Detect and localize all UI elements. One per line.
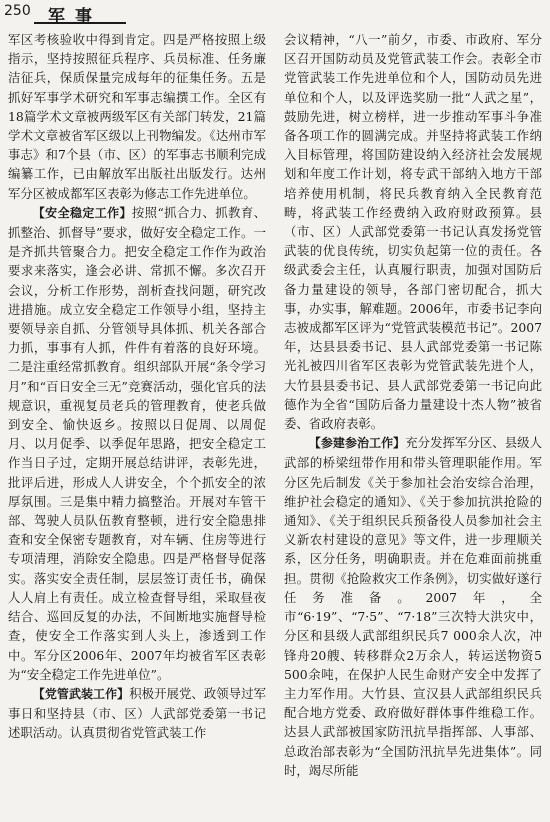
left-column: [8, 30, 266, 820]
paragraph: 会议精神，“八一”前夕，市委、市政府、军分区召开国防动员及党管武装工作会。表彰全市党管武装工作先进单位和个人，国防动员先进单位和个人，以及评选奖励一批“人武之星”，鼓励先进，树立榜样，进一步推动军事斗争准备各项工作的圆满完成。并坚持将武装工作纳入目标管理，将国防建设纳入经济社会发展规划和年度工作计划，将专武干部纳入地方干部培养使用机制，将民兵教育纳入全民教育范畴，将武装工作经费纳入政府财政预算。县（市、区）人武部党委第一书记认真发扬党管武装的优良传统，切实负起第一位的责任。各级武委会主任，认真履行职责，加强对国防后备力量建设的领导，各部门密切配合，抓大事，办实事，解难题。2006年，市委书记李向志被成都军区评为“党管武装模范书记”。2007年，达县县委书记、县人武部党委第一书记陈光礼被四川省军区表彰为党管武装先进个人，大竹县县委书记、县人武部党委第一书记向此德作为全省“国防后备力量建设十杰人物”被省委、省政府表彰。: [284, 32, 542, 432]
right-column: [284, 30, 542, 820]
running-title: 军事: [48, 7, 102, 27]
page-number: 250: [4, 3, 31, 19]
paragraph: 军区考核验收中得到肯定。四是严格按照上级指示，坚持按照征兵程序、兵员标准、任务廉洁征兵，保质保量完成每年的征集任务。五是抓好军事学术研究和军事志编撰工作。全区有18篇学术文章被两级军区有关部门转发，21篇学术文章被省军区级以上刊物编发。《达州市军事志》和7个县（市、区）的军事志书顺利完成编纂工作，已由解放军出版社出版发行。达州军分区被成都军区表彰为修志工作先进单位。: [8, 32, 266, 201]
section-text: 充分发挥军分区、县级人武部的桥梁纽带作用和带头管理职能作用。军分区先后制发《关于参加社会治安综合治理，维护社会稳定的通知》、《关于参加抗洪抢险的通知》、《关于组织民兵预备役人员参加社会主义新农村建设的意见》等文件，进一步理顺关系，区分任务，明确职责。并在危难面前挑重担。贯彻《抢险救灾工作条例》，切实做好遂行任务准备。2007年，全市“6·19”、“7·5”、“7·18”三次特大洪灾中，分区和县级人武部组织民兵7 000余人次，冲锋舟20艘、转移群众2万余人，转运送物资5 500余吨，在保护人民生命财产安全中发挥了主力军作用。大竹县、宣汉县人武部组织民兵配合地方党委、政府做好群体事件维稳工作。达县人武部被国家防汛抗旱指挥部、人事部、总政治部表彰为“全国防汛抗旱先进集体”。同时，竭尽所能: [284, 435, 542, 778]
header-rule: [34, 22, 126, 24]
page-header: [4, 2, 194, 28]
section-title: 【党管武装工作】: [32, 686, 130, 701]
section-safety-stability: [8, 203, 266, 684]
section-text: 按照“抓合力、抓教育、抓整治、抓督导”要求，做好安全稳定工作。一是齐抓共管聚合力。把安全稳定工作作为政治要求来落实，逢会必讲、常抓不懈。多次召开会议，分析工作形势，剖析查找问题，研究改进措施。成立安全稳定工作领导小组，坚持主要领导亲自抓、分管领导具体抓、机关各部合力抓，事事有人抓，件件有着落的良好环境。二是注重经常抓教育。组织部队开展“条令学习月”和“百日安全三无”竞赛活动，强化官兵的法规意识，重视复员老兵的管理教育，使老兵做到安全、愉快返乡。按照以日促周、以周促月、以月促季、以季促年思路，把安全稳定工作当日子过，定期开展总结讲评，表彰先进，批评后进，形成人人讲安全，个个抓安全的浓厚氛围。三是集中精力搞整治。开展对车管干部、驾驶人员队伍教育整顿，进行安全隐患排查和安全保密专题教育，对车辆、住房等进行专项清理，消除安全隐患。四是严格督导促落实。落实安全责任制，层层签订责任书，确保人人肩上有责任。成立检查督导组，采取昼夜结合、巡回反复的办法，不间断地实施督导检查，使安全工作落实到人头上，渗透到工作中。军分区2006年、2007年均被省军区表彰为“安全稳定工作先进单位”。: [8, 204, 266, 682]
section-party-armed-forces: [8, 684, 266, 743]
section-participation-governance: [284, 433, 542, 780]
section-title: 【参建参治工作】: [308, 436, 406, 451]
section-title: 【安全稳定工作】: [32, 205, 132, 220]
section-text: 积极开展党、政领导过军事日和坚持县（市、区）人武部党委第一书记述职活动。认真贯彻省党管武装工作: [8, 685, 266, 741]
